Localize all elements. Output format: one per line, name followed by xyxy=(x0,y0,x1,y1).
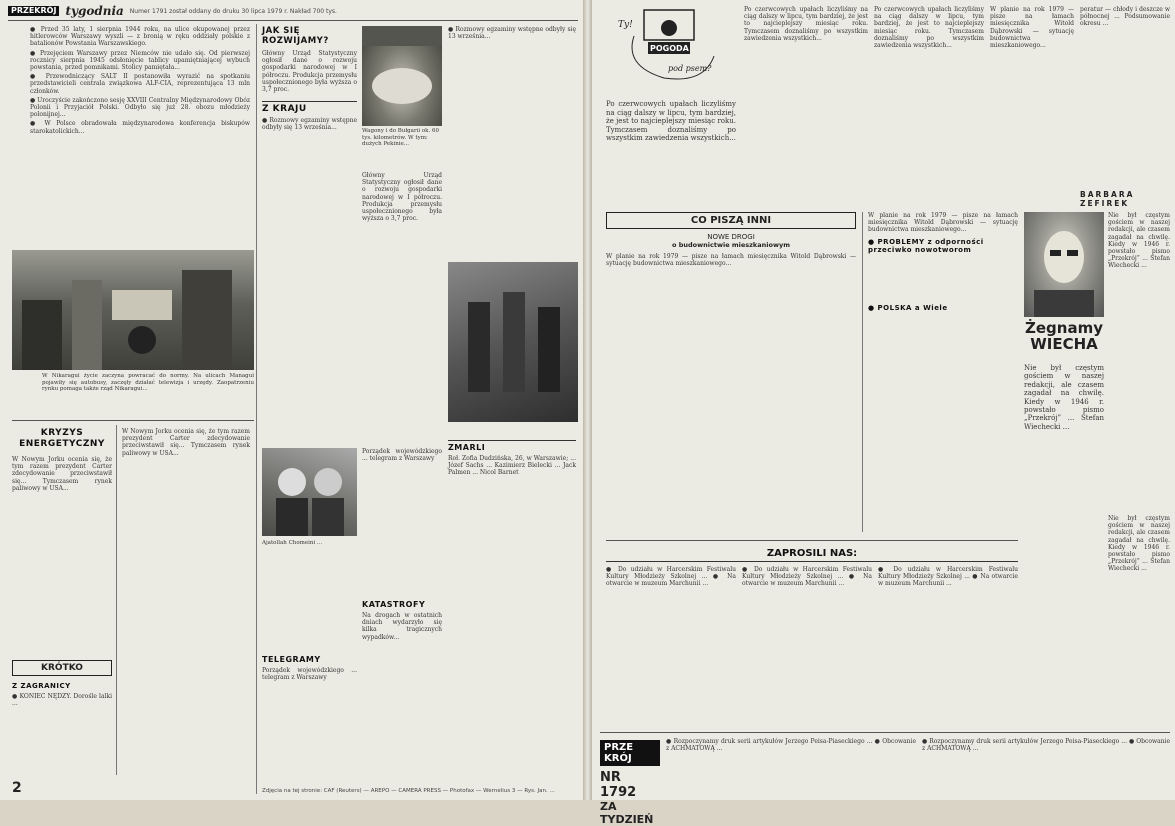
next-issue-label: ZA TYDZIEŃ xyxy=(600,800,654,826)
co-pisza-subtitle2: o budownictwie mieszkaniowym xyxy=(672,241,790,249)
middle-text-column xyxy=(122,428,250,788)
news-item: ● Uroczyście zakończono sesję XXVIII Centralny Międzynarodowy Obóz Polonii i Przyjaciół Polski. Odbyło się już 28. obozu młodzieży polonijnej... xyxy=(30,96,250,119)
column-text: Porządek wojewódzkiego ... telegram z Warszawy xyxy=(362,448,442,463)
krotko-body: ● KONIEC NĘDZY. Dorośle lalki ... xyxy=(12,693,112,708)
rozwijamy-section xyxy=(262,26,357,446)
photo-credits: Zdjęcia na tej stronie: CAF (Reuters) — AREPO — CAMERA PRESS — Photofax — Wernelius 3 — Rys. Jan. ... xyxy=(262,788,555,794)
zegnamy-heading xyxy=(1024,320,1104,360)
spine-gutter xyxy=(583,0,592,800)
middle-column-text xyxy=(362,448,442,598)
pogoda-line3: pod psem? xyxy=(668,64,712,73)
katastrofy-title: KATASTROFY xyxy=(362,600,426,609)
problemy-section xyxy=(868,212,1018,532)
co-pisza-title: CO PISZĄ INNI xyxy=(606,212,856,229)
weather-column-2: Po czerwcowych upałach liczyliśmy na ciąg dalszy w lipcu, tym bardziej, że jest to najcieplejszy miesiąc roku. Tymczasem doznaliśmy po wszystkim zawiedzenia wszystkich... xyxy=(874,6,984,50)
zmarli-title: ZMARLI xyxy=(448,440,576,452)
krotko-section-label: Z ZAGRANICY xyxy=(12,682,71,690)
author-signature: BARBARA ZEFIREK xyxy=(1080,190,1135,208)
weather-column-3: W planie na rok 1979 — pisze na łamach miesięcznika Witold Dąbrowski — sytuację budownictwa mieszkaniowego... xyxy=(990,6,1074,50)
nicaragua-caption: W Nikaragui życie zaczyna powracać do normy. Na ulicach Managui pojawiły się autobusy, zaczęły działać telewizja i urzędy. Zaopatrzeniu rynku pomaga także rząd Nikaragui... xyxy=(42,373,254,393)
problemy-title: ● PROBLEMY z odporności przeciwko nowotworom xyxy=(868,237,984,254)
telegramy-title: TELEGRAMY xyxy=(262,655,321,664)
column-4-text xyxy=(448,26,576,262)
rozwijamy-title: JAK SIĘ ROZWIJAMY? xyxy=(262,26,329,46)
katastrofy-section xyxy=(362,600,442,785)
zaprosili-title: ZAPROSILI NAS: xyxy=(606,548,1018,562)
pogoda-logo xyxy=(604,6,734,90)
zaprosili-col-1: ● Do udziału w Harcerskim Festiwalu Kultury Młodzieży Szkolnej ... ● Na otwarcie w muzeum Marchunii ... xyxy=(606,566,736,588)
masthead-title: tygodnia xyxy=(65,4,124,18)
news-item: ● Przed 35 laty, 1 sierpnia 1944 roku, na ulice okupowanej przez hitlerowców Warszawy wyszli — z bronią w ręku oddziały polskie z batalionów Powstania Warszawskiego. xyxy=(30,26,250,48)
telegramy-section xyxy=(262,655,357,785)
column-text: ● Rozmowy egzaminy wstępne odbyły się 13 września... xyxy=(448,26,576,41)
photo-shapes xyxy=(262,448,357,536)
column-text: Główny Urząd Statystyczny ogłosił dane o rozwoju gospodarki narodowej w I półroczu. Produkcja przemysłu uspołecznionego była wyższa o 3,7 proc. xyxy=(362,172,442,223)
co-pisza-section xyxy=(606,212,856,542)
zaprosili-columns xyxy=(606,566,1018,588)
kryzys-title: KRYZYS ENERGETYCZNY xyxy=(19,428,105,449)
co-pisza-subtitle: NOWE DROGI xyxy=(707,233,755,241)
kryzys-section xyxy=(12,428,112,648)
kryzys-body: W Nowym Jorku ocenia się, że tym razem prezydent Carter zdecydowanie przeciwstawił się... Tymczasem rynek paliwowy w USA... xyxy=(12,456,112,492)
column-divider xyxy=(862,212,863,532)
przekroj-logo: PRZEKRÓJ xyxy=(8,6,59,16)
wiech-portrait xyxy=(1024,212,1104,317)
nicaragua-photo xyxy=(12,250,254,370)
zegnamy-body: Nie był częstym gościem w naszej redakcji, ale czasem zagadał na chwilę. Kiedy w 1946 r. powstało pismo „Przekrój” ... Stefan Wiechecki ... xyxy=(1024,364,1104,431)
portrait-shapes xyxy=(1024,212,1104,317)
masthead-note: Numer 1791 został oddany do druku 30 lipca 1979 r. Nakład 700 tys. xyxy=(129,7,337,15)
news-item: ● Przewodniczący SALT II postanowiła wyrazić na spotkaniu przedstawicieli centrala związkowa ALF-CIA, reprezentująca 13 mln członków. xyxy=(30,73,250,95)
garden-photo xyxy=(362,26,442,126)
top-rule xyxy=(8,20,578,21)
next-issue-logo: PRZE KRÓJ xyxy=(600,740,660,766)
photo-shapes xyxy=(448,262,578,422)
dancers-photo xyxy=(448,262,578,422)
zaprosili-section xyxy=(606,548,1018,728)
news-item: ● Przejęciem Warszawy przez Niemców nie udało się. Od pierwszej rocznicy sierpnia 1945 odsłonięcie tablicy upamiętniającej wybuch powstania, przed pomnikami. Stolicy pamiętała... xyxy=(30,49,250,72)
problemy-intro: W planie na rok 1979 — pisze na łamach miesięcznika Witold Dąbrowski — sytuację budownictwa mieszkaniowego... xyxy=(868,212,1018,234)
left-page xyxy=(0,0,583,800)
krotko-section xyxy=(12,660,112,790)
co-pisza-body: W planie na rok 1979 — pisze na łamach miesięcznika Witold Dąbrowski — sytuację budownictwa mieszkaniowego... xyxy=(606,253,856,268)
zaprosili-col-2: ● Do udziału w Harcerskim Festiwalu Kultury Młodzieży Szkolnej ... ● Na otwarcie w muzeum Marchunii ... xyxy=(742,566,872,588)
rozwijamy-body: Główny Urząd Statystyczny ogłosił dane o rozwoju gospodarki narodowej w I półroczu. Produkcja przemysłu uspołecznionego była wyższa o 3,7 proc. xyxy=(262,50,357,94)
garden-caption: Wagony i do Bułgarii ok. 60 tys. kilometrów. W tym: dużych Pekinie... xyxy=(362,128,439,148)
weather-column-1: Po czerwcowych upałach liczyliśmy na ciąg dalszy w lipcu, tym bardziej, że jest to najcieplejszy miesiąc roku. Tymczasem doznaliśmy po wszystkim zawiedzenia wszystkich... xyxy=(744,6,868,42)
pogoda-intro: Po czerwcowych upałach liczyliśmy na ciąg dalszy w lipcu, tym bardziej, że jest to najcieplejszy miesiąc roku. Tymczasem doznaliśmy po wszystkim zawiedzenia wszystkich... xyxy=(606,100,736,142)
katastrofy-body: Na drogach w ostatnich dniach wydarzyło się kilka tragicznych wypadków... xyxy=(362,612,442,641)
zmarli-section xyxy=(448,440,576,785)
wiech-side-column-2: Nie był częstym gościem w naszej redakcji, ale czasem zagadał na chwilę. Kiedy w 1946 r. powstało pismo „Przekrój” ... Stefan Wiechecki ... xyxy=(1108,515,1170,573)
kraj-title: Z KRAJU xyxy=(262,101,357,114)
photo-shapes xyxy=(12,250,254,370)
section-rule xyxy=(12,420,254,421)
zaprosili-col-3: ● Do udziału w Harcerskim Festiwalu Kultury Młodzieży Szkolnej ... ● Na otwarcie w muzeum Marchunii ... xyxy=(878,566,1018,588)
chomeini-photo xyxy=(262,448,357,536)
krotko-title: KRÓTKO xyxy=(12,660,112,676)
zegnamy-title-line1: Żegnamy xyxy=(1025,319,1103,337)
weather-column-4: peratur — chłody i deszcze w północnej ... Podsumowanie okresu ... xyxy=(1080,6,1170,28)
section-rule xyxy=(606,540,1018,541)
wiech-side-column: Nie był częstym gościem w naszej redakcji, ale czasem zagadał na chwilę. Kiedy w 1946 r. powstało pismo „Przekrój” ... Stefan Wiechecki ... xyxy=(1108,212,1170,270)
page-number: 2 xyxy=(12,780,22,796)
column-divider xyxy=(256,24,257,794)
next-issue-text-1: ● Rozpoczynamy druk serii artykułów Jerzego Peisa-Piaseckiego ... ● Obcowanie z ACHMATOWĄ ... xyxy=(666,738,916,753)
masthead xyxy=(8,4,337,18)
pogoda-line2: POGODA xyxy=(650,44,689,53)
next-issue-number: NR 1792 xyxy=(600,770,637,800)
news-column-1 xyxy=(30,26,250,248)
pogoda-line1: Ty! xyxy=(618,20,633,30)
kraj-body: ● Rozmowy egzaminy wstępne odbyły się 13 września... xyxy=(262,117,357,132)
right-page xyxy=(592,0,1175,826)
bottom-rule xyxy=(600,732,1170,733)
photo-shapes xyxy=(362,26,442,126)
middle-text: W Nowym Jorku ocenia się, że tym razem prezydent Carter zdecydowanie przeciwstawił się... Tymczasem rynek paliwowy w USA... xyxy=(122,428,250,457)
next-issue-text-2: ● Rozpoczynamy druk serii artykułów Jerzego Peisa-Piaseckiego ... ● Obcowanie z ACHMATOWĄ ... xyxy=(922,738,1170,753)
chomeini-caption: Ajatollah Chomeini ... xyxy=(262,540,323,546)
next-issue-box xyxy=(600,740,660,826)
zmarli-body: Roł. Zofia Dudzińska, 26, w Warszawie; ... Józef Sachs ... Kazimierz Bielecki ... Jack Palmen ... Nicol Barnet xyxy=(448,455,576,477)
column-3-text xyxy=(362,172,442,442)
polska-title: ● POLSKA a Wiele xyxy=(868,303,948,312)
telegramy-body: Porządek wojewódzkiego ... telegram z Warszawy xyxy=(262,667,357,682)
column-divider xyxy=(116,425,117,775)
news-item: ● W Polsce obradowała międzynarodowa konferencja biskupów starokatolickich... xyxy=(30,120,250,135)
zegnamy-title-line2: WIECHA xyxy=(1030,335,1098,353)
